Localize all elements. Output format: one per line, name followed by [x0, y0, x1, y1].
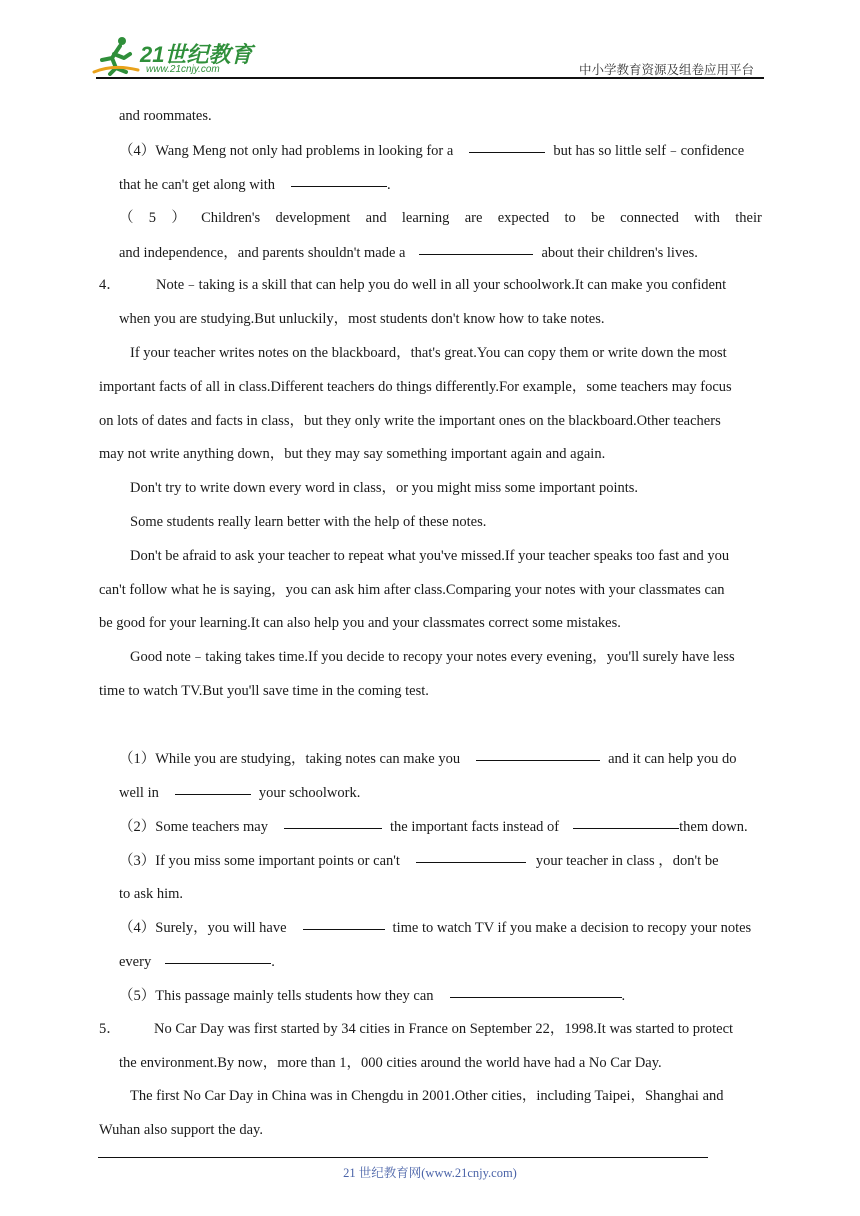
passage-line: Note﹣taking is a skill that can help you do well in all your schoolwork.It can make you confident — [156, 277, 727, 293]
question-line: （2）Some teachers may the important facts instead of them down. — [119, 814, 748, 838]
answer-blank[interactable] — [419, 238, 533, 255]
question-line: （3）If you miss some important points or can't your teacher in class ，don't be — [119, 848, 719, 872]
passage-line: If your teacher writes notes on the blackboard，that's great.You can copy them or write down the most — [130, 345, 727, 361]
question-line: well in your schoolwork. — [119, 780, 360, 804]
answer-blank[interactable] — [573, 812, 679, 829]
question-line: （1）While you are studying，taking notes can make you and it can help you do — [119, 746, 737, 770]
logo-text: 21世纪教育 — [140, 42, 253, 67]
passage-line: Wuhan also support the day. — [99, 1122, 263, 1138]
answer-blank[interactable] — [450, 981, 622, 998]
page-header — [0, 0, 860, 80]
passage-line: Don't be afraid to ask your teacher to repeat what you've missed.If your teacher speaks too fast and you — [130, 548, 730, 564]
passage-line: important facts of all in class.Different teachers do things differently.For example，some teachers may focus — [99, 379, 732, 395]
passage-line: be good for your learning.It can also help you and your classmates correct some mistakes. — [99, 615, 621, 631]
passage-line: on lots of dates and facts in class，but they only write the important ones on the blackboard.Other teachers — [99, 413, 721, 429]
passage-line: No Car Day was first started by 34 cities in France on September 22，1998.It was started to protect — [154, 1021, 734, 1037]
question-line: every . — [119, 949, 275, 973]
answer-blank[interactable] — [416, 846, 526, 863]
header-divider — [96, 77, 764, 79]
footer-divider — [98, 1157, 708, 1158]
question-line: and independence，and parents shouldn't made a about their children's lives. — [119, 240, 698, 264]
passage-line: Some students really learn better with the help of these notes. — [130, 514, 487, 530]
answer-blank[interactable] — [469, 136, 545, 153]
site-logo — [92, 34, 262, 78]
answer-blank[interactable] — [284, 812, 382, 829]
answer-blank[interactable] — [476, 744, 600, 761]
question-number: 5． — [99, 1021, 121, 1037]
question-line: （5）This passage mainly tells students how they can . — [119, 983, 625, 1007]
platform-title: 中小学教育资源及组卷应用平台 — [578, 62, 754, 77]
question-number: 4． — [99, 277, 121, 293]
logo-url: www.21cnjy.com — [146, 64, 220, 75]
answer-blank[interactable] — [175, 778, 251, 795]
answer-blank[interactable] — [165, 947, 271, 964]
passage-line: The first No Car Day in China was in Chengdu in 2001.Other cities，including Taipei，Shanghai and — [130, 1088, 724, 1104]
answer-blank[interactable] — [303, 913, 385, 930]
passage-line: may not write anything down，but they may say something important again and again. — [99, 446, 606, 462]
passage-line: time to watch TV.But you'll save time in the coming test. — [99, 683, 429, 699]
question-line: to ask him. — [119, 886, 184, 902]
question-line: （ 5 ） Children's development and learning are expected to be connected with their — [119, 210, 762, 226]
passage-line: can't follow what he is saying，you can ask him after class.Comparing your notes with your classmates can — [99, 582, 725, 598]
runner-logo-icon — [92, 34, 140, 76]
passage-line: when you are studying.But unluckily，most students don't know how to take notes. — [119, 311, 605, 327]
question-line: （4）Wang Meng not only had problems in looking for a but has so little self﹣confidence — [119, 138, 762, 162]
question-line: that he can't get along with . — [119, 172, 391, 196]
passage-line: Good note﹣taking takes time.If you decide to recopy your notes every evening，you'll surely have less — [130, 649, 735, 665]
answer-blank[interactable] — [291, 170, 387, 187]
footer-text: 21 世纪教育网(www.21cnjy.com) — [343, 1166, 517, 1180]
passage-line: Don't try to write down every word in class，or you might miss some important points. — [130, 480, 639, 496]
question-line: （4）Surely，you will have time to watch TV if you make a decision to recopy your notes — [119, 915, 751, 939]
text-line: and roommates. — [119, 108, 212, 124]
passage-line: the environment.By now，more than 1，000 cities around the world have had a No Car Day. — [119, 1055, 662, 1071]
